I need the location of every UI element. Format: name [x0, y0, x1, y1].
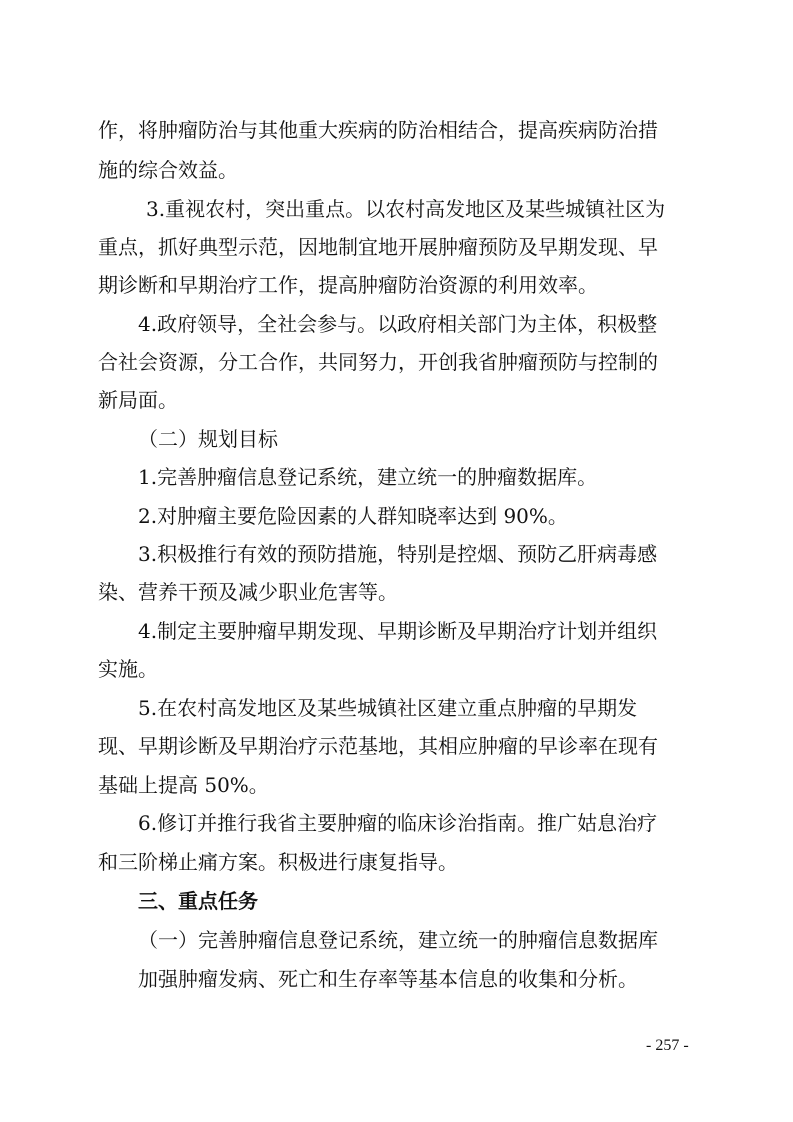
text-line: 施的综合效益。 [98, 158, 238, 182]
section-subheading: （二）规划目标 [138, 427, 278, 451]
text-line: 2.对肿瘤主要危险因素的人群知晓率达到 90%。 [138, 504, 568, 528]
text-line: 实施。 [98, 657, 158, 681]
text-line: 新局面。 [98, 388, 178, 412]
text-line: 3.重视农村，突出重点。以农村高发地区及某些城镇社区为 [146, 197, 666, 221]
text-line: 4.政府领导，全社会参与。以政府相关部门为主体，积极整 [138, 312, 658, 336]
text-line: 加强肿瘤发病、死亡和生存率等基本信息的收集和分析。 [138, 967, 638, 991]
page-number: - 257 - [646, 1037, 689, 1054]
section-subheading: （一）完善肿瘤信息登记系统，建立统一的肿瘤信息数据库 [138, 928, 658, 952]
text-line: 5.在农村高发地区及某些城镇社区建立重点肿瘤的早期发 [138, 696, 638, 720]
text-line: 作，将肿瘤防治与其他重大疾病的防治相结合，提高疾病防治措 [98, 118, 658, 142]
text-line: 期诊断和早期治疗工作，提高肿瘤防治资源的利用效率。 [98, 273, 598, 297]
text-line: 6.修订并推行我省主要肿瘤的临床诊治指南。推广姑息治疗 [138, 811, 658, 835]
text-line: 重点，抓好典型示范，因地制宜地开展肿瘤预防及早期发现、早 [98, 235, 658, 259]
text-line: 现、早期诊断及早期治疗示范基地，其相应肿瘤的早诊率在现有 [98, 734, 658, 758]
text-line: 合社会资源，分工合作，共同努力，开创我省肿瘤预防与控制的 [98, 350, 658, 374]
text-line: 4.制定主要肿瘤早期发现、早期诊断及早期治疗计划并组织 [138, 619, 658, 643]
text-line: 和三阶梯止痛方案。积极进行康复指导。 [98, 850, 458, 874]
text-line: 1.完善肿瘤信息登记系统，建立统一的肿瘤数据库。 [138, 465, 598, 489]
text-line: 基础上提高 50%。 [98, 773, 269, 797]
text-line: 染、营养干预及减少职业危害等。 [98, 580, 398, 604]
text-line: 3.积极推行有效的预防措施，特别是控烟、预防乙肝病毒感 [138, 542, 658, 566]
section-heading: 三、重点任务 [138, 889, 258, 913]
